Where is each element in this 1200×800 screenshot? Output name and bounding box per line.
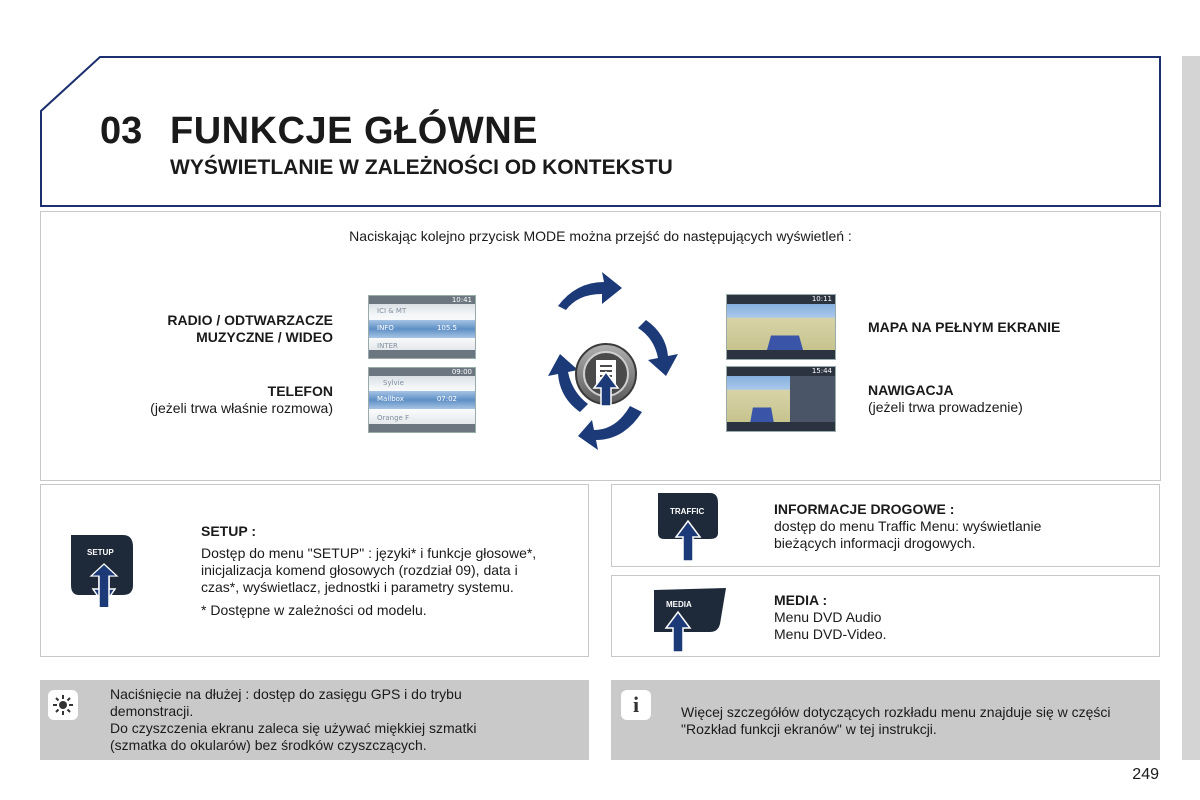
tip-note-text — [110, 686, 580, 754]
mode-intro-text: Naciskając kolejno przycisk MODE można przejść do następujących wyświetleń : — [349, 228, 852, 244]
info-icon: i — [621, 690, 651, 720]
radio-screen — [368, 295, 476, 359]
traffic-title: INFORMACJE DROGOWE : — [774, 501, 955, 517]
mode-section — [40, 211, 1161, 481]
navigation-subtitle: (jeżeli trwa prowadzenie) — [868, 399, 1023, 415]
setup-title: SETUP : — [201, 523, 256, 539]
tip-line: Naciśnięcie na dłużej : dostęp do zasięgu GPS i do trybu — [110, 686, 462, 702]
radio-row2-value: 105.5 — [436, 324, 457, 332]
radio-clock: 10:41 — [451, 296, 472, 304]
arrow-right-icon — [638, 320, 678, 376]
traffic-button-icon — [656, 491, 726, 569]
setup-panel — [40, 484, 589, 657]
navigation-screen — [726, 366, 836, 432]
info-note — [611, 680, 1160, 760]
traffic-panel — [611, 484, 1160, 567]
media-title: MEDIA : — [774, 592, 828, 608]
traffic-text — [774, 518, 1154, 552]
phone-row1: Sylvie — [383, 379, 404, 387]
arrow-top-icon — [558, 272, 622, 310]
phone-label — [101, 383, 333, 417]
setup-button-label: SETUP — [87, 548, 114, 557]
tip-line: Do czyszczenia ekranu zaleca się używać miękkiej szmatki — [110, 720, 477, 736]
page-number: 249 — [1132, 766, 1159, 783]
phone-screen — [368, 367, 476, 433]
traffic-text-line: bieżących informacji drogowych. — [774, 535, 976, 551]
chapter-subtitle: WYŚWIETLANIE W ZALEŻNOŚCI OD KONTEKSTU — [170, 156, 673, 179]
radio-row2: INFO — [377, 324, 394, 332]
traffic-button-label: TRAFFIC — [670, 507, 705, 516]
media-button-icon — [650, 586, 730, 662]
setup-button-icon — [67, 533, 137, 613]
tip-line: demonstracji. — [110, 703, 194, 719]
fullmap-screen — [726, 294, 836, 360]
media-text — [774, 609, 1154, 643]
info-line: "Rozkład funkcji ekranów" w tej instrukcji. — [681, 721, 937, 737]
fullmap-title: MAPA NA PEŁNYM EKRANIE — [868, 319, 1061, 335]
map-clock: 10:11 — [811, 295, 832, 303]
radio-row3: INTER — [377, 342, 398, 350]
media-text-line: Menu DVD Audio — [774, 609, 882, 625]
setup-text-line: Dostęp do menu "SETUP" : języki* i funkcje głosowe*, — [201, 545, 537, 561]
radio-row1: ICI & MT — [377, 307, 407, 315]
arrow-bottom-icon — [578, 406, 642, 450]
setup-text — [201, 545, 581, 596]
navigation-label — [868, 382, 1148, 416]
phone-subtitle: (jeżeli trwa właśnie rozmowa) — [150, 400, 333, 416]
media-button-label: MEDIA — [666, 600, 692, 609]
media-text-line: Menu DVD-Video. — [774, 626, 887, 642]
phone-row2-value: 07:02 — [436, 395, 457, 403]
tip-note — [40, 680, 589, 760]
setup-text-line: czas*, wyświetlacz, jednostki i parametry systemu. — [201, 579, 514, 595]
chapter-number: 03 — [100, 110, 143, 152]
chapter-header — [40, 56, 1161, 208]
nav-clock: 15:44 — [811, 367, 832, 375]
tip-line: (szmatka do okularów) bez środków czyszczących. — [110, 737, 427, 753]
mode-cycle-graphic — [496, 264, 696, 464]
media-panel — [611, 575, 1160, 657]
phone-title: TELEFON — [267, 383, 333, 399]
phone-row3: Orange F — [377, 414, 410, 422]
traffic-text-line: dostęp do menu Traffic Menu: wyświetlanie — [774, 518, 1042, 534]
radio-title-line2: MUZYCZNE / WIDEO — [196, 329, 333, 345]
chapter-title: FUNKCJE GŁÓWNE — [170, 110, 538, 152]
page-edge-strip — [1182, 56, 1200, 760]
sun-icon — [48, 690, 78, 720]
setup-footnote: * Dostępne w zależności od modelu. — [201, 602, 427, 618]
info-line: Więcej szczegółów dotyczących rozkładu menu znajduje się w części — [681, 704, 1111, 720]
radio-title-line1: RADIO / ODTWARZACZE — [167, 312, 333, 328]
info-note-text — [681, 704, 1151, 738]
phone-row2: Mailbox — [377, 395, 404, 403]
setup-text-line: inicjalizacja komend głosowych (rozdział 09), data i — [201, 562, 518, 578]
fullmap-label — [868, 319, 1148, 336]
navigation-title: NAWIGACJA — [868, 382, 954, 398]
radio-label — [101, 312, 333, 346]
phone-clock: 09:00 — [451, 368, 472, 376]
